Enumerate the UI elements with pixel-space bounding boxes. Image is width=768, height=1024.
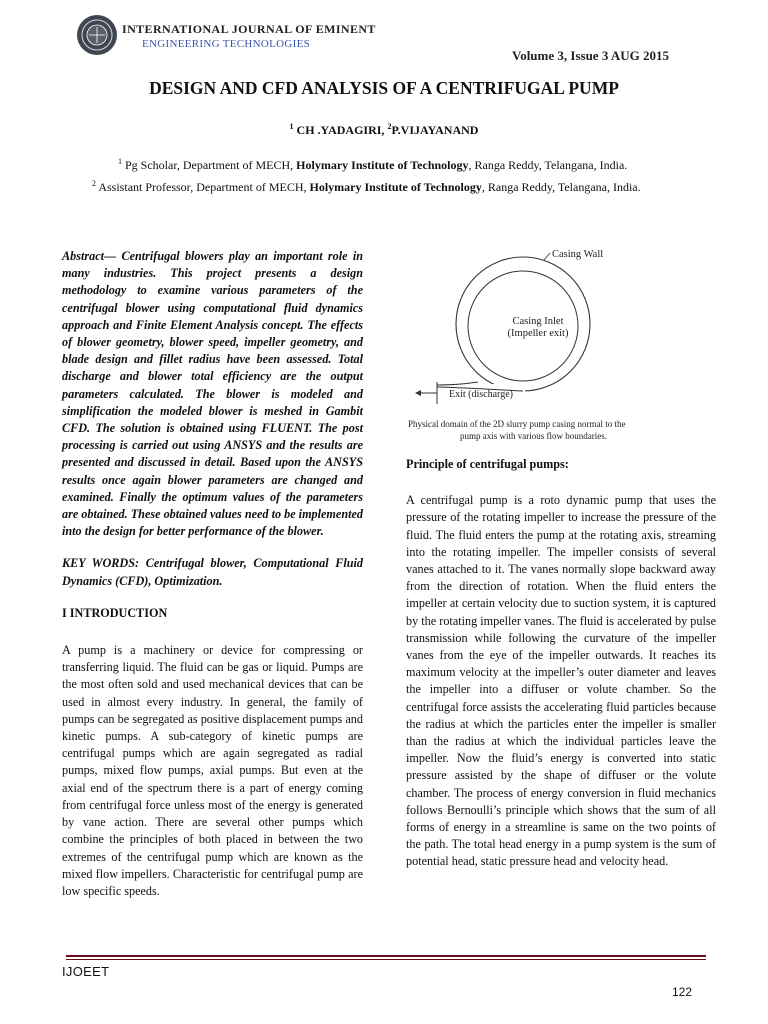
affiliation-text: , Ranga Reddy, Telangana, India. <box>468 158 628 172</box>
introduction-text: A pump is a machinery or device for compressing or transferring liquid. The fluid can be gas or liquid. Pumps are the most often sold and used mechanical devices that can be used in almost every industry. In general, the family of pumps can be segregated as positive displacement pumps and kinetic pumps. A sub-category of kinetic pumps are centrifugal pumps which are again segregated as radial pumps, mixed flow pumps, axial pumps. But even at the axial end of the spectrum there is a part of energy coming from centrifugal force unless most of the energy is generated by vane action. There are several other pumps which combine the principles of both placed in between the two extremes of the centrifugal pump which are known as the mixed flow impellers. Characteristic for centrifugal pump are low specific speeds. <box>62 643 363 898</box>
affiliation-text: , Ranga Reddy, Telangana, India. <box>481 180 641 194</box>
footer-rule-thin <box>66 959 706 960</box>
paper-title: DESIGN AND CFD ANALYSIS OF A CENTRIFUGAL PUMP <box>149 78 619 98</box>
left-column <box>62 248 363 900</box>
figure-caption-line-1: Physical domain of the 2D slurry pump casing normal to the <box>408 419 626 429</box>
abstract: Abstract— Centrifugal blowers play an important role in many industries. This project presents a design methodology to examine various parameters of the centrifugal blower using computational fluid dynamics approach and Finite Element Analysis concept. The effects of blower geometry, blower speed, impeller geometry, and blade design and fillet radius have been assessed. Total discharge and blower total efficiency are the output parameters calculated. The blower is modeled and simplification the modeled blower is meshed in Gambit CFD. The solution is obtained using FLUENT. The post processing is carried out using ANSYS and the results are presented and discussed in detail. Based upon the ANSYS results once again blower parameters are changed and examined. Finally the optimum values of the parameters are obtained. These obtained values need to be implemented into the design for better performance of the blower. <box>62 249 363 539</box>
affiliation-sup: 2 <box>92 179 96 188</box>
section-heading-principle: Principle of centrifugal pumps: <box>406 457 569 471</box>
author-sup: 1 <box>289 122 294 131</box>
footer-journal-abbr: IJOEET <box>62 964 110 979</box>
author-name: CH .YADAGIRI, <box>296 123 385 137</box>
journal-subtitle: ENGINEERING TECHNOLOGIES <box>142 38 311 50</box>
exit-arrow-icon <box>415 390 421 396</box>
right-column <box>406 456 716 871</box>
section-heading-introduction: I INTRODUCTION <box>62 605 168 620</box>
volume-issue: Volume 3, Issue 3 AUG 2015 <box>512 48 669 63</box>
author-line <box>0 122 768 138</box>
figure-caption-line-2: pump axis with various flow boundaries. <box>460 431 607 441</box>
journal-name: INTERNATIONAL JOURNAL OF EMINENT <box>122 22 376 36</box>
affiliation-2 <box>92 179 641 195</box>
affiliation-1 <box>118 157 627 173</box>
keywords: KEY WORDS: Centrifugal blower, Computational Fluid Dynamics (CFD), Optimization. <box>62 556 363 588</box>
label-impeller-exit: (Impeller exit) <box>507 328 569 339</box>
affiliation-institute: Holymary Institute of Technology <box>309 180 482 194</box>
affiliation-institute: Holymary Institute of Technology <box>296 158 469 172</box>
journal-logo <box>76 14 118 56</box>
label-casing-inlet: Casing Inlet <box>512 316 564 327</box>
page-number: 122 <box>672 985 693 999</box>
author-sup: 2 <box>387 122 392 131</box>
affiliation-sup: 1 <box>118 157 122 166</box>
label-casing-wall: Casing Wall <box>552 249 604 260</box>
author-name: P.VIJAYANAND <box>391 123 479 137</box>
affiliation-text: Assistant Professor, Department of MECH, <box>98 180 310 194</box>
affiliation-text: Pg Scholar, Department of MECH, <box>125 158 297 172</box>
footer-rule <box>66 955 706 957</box>
pump-casing-figure <box>405 240 705 415</box>
label-exit-discharge: Exit (discharge) <box>449 389 513 400</box>
principle-text: A centrifugal pump is a roto dynamic pump that uses the pressure of the rotating impeller to increase the pressure of the fluid. The fluid enters the pump at the rotating axis, streaming into the rotating impeller. The impeller consists of several vanes attached to it. The vanes normally slope backward away from the direction of rotation. When the fluid enters the impeller at certain velocity due to suction system, it is captured by the rotating impeller vanes. The fluid is accelerated by pulse transmission while following the curvature of the impeller vanes from the eye of the impeller outwards. It reaches its maximum velocity at the impeller’s outer diameter and leaves the impeller into a diffuser or volute chamber. So the centrifugal force assists the accelerating fluid particles because the radius at which the particles enter the impeller is smaller than the radius at which the individual particles leave the impeller. Now the fluid’s energy is converted into static pressure assisted by the shape of diffuser or the volute chamber. The process of energy conversion in fluid mechanics follows Bernoulli’s principle which shows that the sum of all forms of energy in a streamline is same on the two points of the path. The total head energy in a pump system is the sum of potential head, static pressure head and velocity head. <box>406 493 716 869</box>
